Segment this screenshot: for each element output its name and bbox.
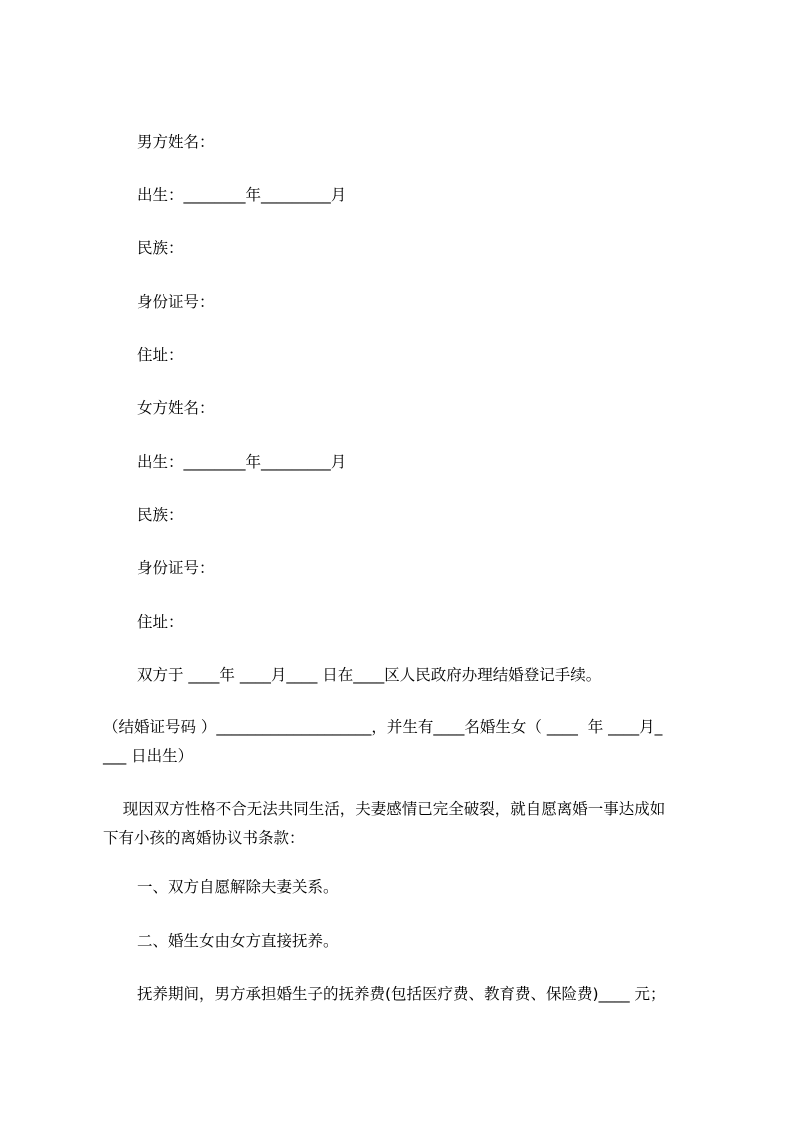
female-ethnicity-label: 民族： xyxy=(137,506,184,524)
male-ethnicity-label: 民族： xyxy=(137,239,184,257)
male-address-label: 住址： xyxy=(137,346,184,364)
intro-paragraph: 现因双方性格不合无法共同生活，夫妻感情已完全破裂，就自愿离婚一事达成如 下有小孩的离婚协议书条款： xyxy=(103,800,666,847)
male-name-label: 男方姓名： xyxy=(137,133,215,151)
male-birth-line: 出生：________年_________月 xyxy=(137,186,347,204)
marriage-registration-line: 双方于 ____年 ____月____ 日在____区人民政府办理结婚登记手续。 xyxy=(137,666,602,684)
male-id-label: 身份证号： xyxy=(137,293,215,311)
female-birth-line: 出生：________年_________月 xyxy=(137,453,347,471)
clause-1: 一、双方自愿解除夫妻关系。 xyxy=(137,878,339,896)
female-address-label: 住址： xyxy=(137,613,184,631)
marriage-certificate-paragraph: （结婚证号码 ）____________________，并生有____名婚生女（ ____ 年 ____月_ ___ 日出生） xyxy=(103,718,663,765)
clause-2: 二、婚生女由女方直接抚养。 xyxy=(137,932,339,950)
child-support-line: 抚养期间，男方承担婚生子的抚养费(包括医疗费、教育费、保险费)____ 元； xyxy=(137,985,666,1003)
female-name-label: 女方姓名： xyxy=(137,399,215,417)
female-id-label: 身份证号： xyxy=(137,559,215,577)
